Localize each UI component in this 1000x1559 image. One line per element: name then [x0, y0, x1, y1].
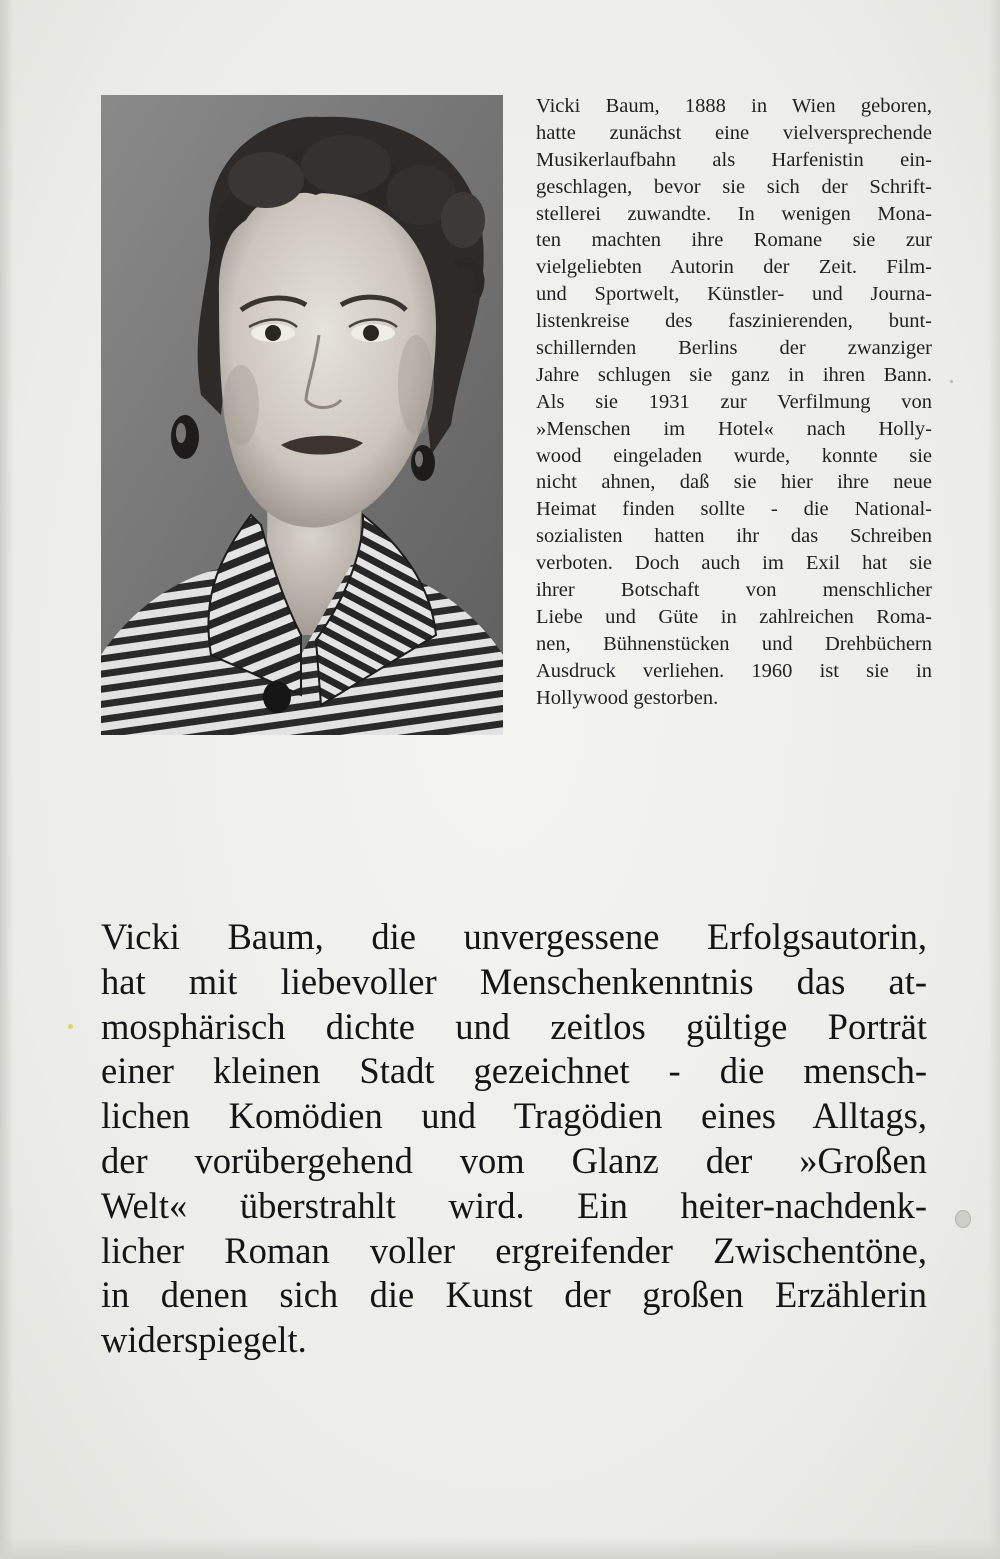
bio-line: ihrer Botschaft von menschlicher	[536, 579, 932, 602]
blurb-line: in denen sich die Kunst der großen Erzählerin	[101, 1274, 927, 1316]
paper-speck	[68, 1024, 73, 1029]
bio-line: und Sportwelt, Künstler- und Journa-	[536, 283, 932, 306]
bio-line: verboten. Doch auch im Exil hat sie	[536, 552, 932, 575]
blurb-line: Vicki Baum, die unvergessene Erfolgsautorin,	[101, 916, 927, 957]
cheek-shadow-right	[398, 335, 434, 435]
bio-line: Heimat finden sollte - die National-	[536, 498, 932, 521]
blurb-line: widerspiegelt.	[101, 1319, 307, 1361]
author-portrait-photo	[101, 95, 503, 735]
bio-line: »Menschen im Hotel« nach Holly-	[536, 417, 932, 440]
bio-line: nen, Bühnenstücken und Drehbüchern	[536, 632, 932, 655]
bio-line: listenkreise des faszinierenden, bunt-	[536, 310, 932, 333]
blurb-line: mosphärisch dichte und zeitlos gültige Porträt	[101, 1005, 927, 1047]
blurb-line: hat mit liebevoller Menschenkenntnis das at-	[101, 960, 927, 1002]
bio-line: Musikerlaufbahn als Harfenistin ein-	[536, 148, 932, 171]
eye-right	[363, 325, 379, 341]
bio-line: nicht ahnen, daß sie hier ihre neue	[536, 471, 932, 494]
hair-curl-far-right	[441, 192, 485, 248]
book-blurb	[101, 915, 927, 1363]
hair-curl-left	[228, 152, 304, 208]
blurb-line: einer kleinen Stadt gezeichnet - die mensch-	[101, 1050, 927, 1092]
earring-left-highlight	[176, 423, 186, 443]
blouse-button	[263, 681, 291, 713]
bio-line: ten machten ihre Romane sie zur	[536, 229, 932, 252]
cover-edge-shadow-bottom	[0, 1537, 1000, 1559]
bio-line: schillernden Berlins der zwanziger	[536, 337, 932, 360]
blurb-line: der vorübergehend vom Glanz der »Großen	[101, 1139, 927, 1181]
bio-line: hatte zunächst eine vielversprechende	[536, 121, 932, 144]
bio-line: wood eingeladen wurde, konnte sie	[536, 444, 932, 467]
cover-edge-shadow-left	[0, 0, 14, 1559]
bio-line: Vicki Baum, 1888 in Wien geboren,	[536, 95, 932, 117]
bio-line: Jahre schlugen sie ganz in ihren Bann.	[536, 363, 932, 386]
bio-line: Hollywood gestorben.	[536, 686, 719, 709]
paper-speck	[955, 1210, 971, 1228]
paper-speck	[950, 380, 953, 383]
portrait-illustration	[101, 95, 503, 735]
bio-line: stellerei zuwandte. In wenigen Mona-	[536, 202, 932, 225]
hair-curl-top	[301, 135, 391, 195]
earring-right	[411, 445, 435, 481]
author-biography	[536, 93, 932, 711]
cover-edge-shadow-right	[988, 0, 1000, 1559]
blurb-line: Welt« überstrahlt wird. Ein heiter-nachdenk-	[101, 1184, 927, 1226]
bio-line: geschlagen, bevor sie sich der Schrift-	[536, 175, 932, 198]
bio-line: Als sie 1931 zur Verfilmung von	[536, 390, 932, 413]
blurb-line: lichen Komödien und Tragödien eines Alltags,	[101, 1095, 927, 1137]
bio-line: vielgeliebten Autorin der Zeit. Film-	[536, 256, 932, 279]
blurb-line: licher Roman voller ergreifender Zwischentöne,	[101, 1229, 927, 1271]
bio-line: sozialisten hatten ihr das Schreiben	[536, 525, 932, 548]
eye-left	[265, 325, 281, 341]
cheek-shadow-left	[223, 365, 259, 445]
bio-line: Liebe und Güte in zahlreichen Roma-	[536, 605, 932, 628]
bio-line: Ausdruck verliehen. 1960 ist sie in	[536, 659, 932, 682]
earring-right-highlight	[415, 451, 423, 467]
